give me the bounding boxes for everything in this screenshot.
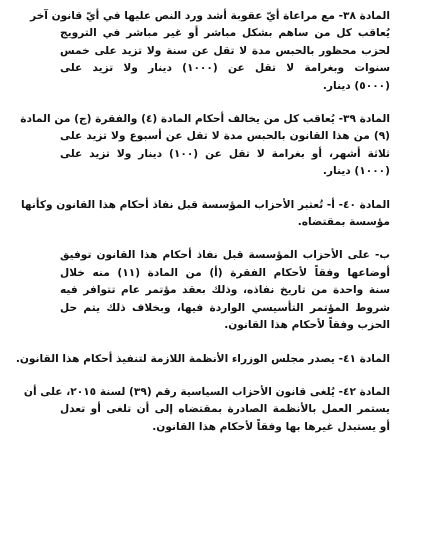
article-42-line-2: يستمر العمل بالأنظمة الصادرة بمقتضاه إلى أن تلغى أو تعدل bbox=[60, 403, 390, 416]
article-38-line-4: سنوات وبغرامة لا تقل عن (١٠٠٠) دينار ولا تزيد على bbox=[60, 62, 390, 75]
article-41-line-1: المادة ٤١- يصدر مجلس الوزراء الأنظمة اللازمة لتنفيذ أحكام هذا القانون. bbox=[15, 352, 390, 365]
article-40-b bbox=[60, 247, 390, 334]
article-41 bbox=[15, 351, 390, 368]
article-39-line-4: (١٠٠٠) دينار. bbox=[322, 165, 390, 178]
article-39-line-2: (٩) من هذا القانون بالحبس مدة لا تقل عن أسبوع ولا تزيد على bbox=[60, 130, 390, 143]
article-42-line-1: المادة ٤٢- يُلغى قانون الأحزاب السياسية رقم (٣٩) لسنة ٢٠١٥، على أن bbox=[23, 385, 390, 398]
article-40-b-line-5: الحزب وفقاً لأحكام هذا القانون. bbox=[224, 319, 390, 332]
article-40-b-line-2: أوضاعها وفقاً لأحكام الفقرة (أ) من المادة (١١) منه خلال bbox=[60, 266, 390, 279]
spacer bbox=[60, 95, 390, 111]
article-38-line-2: يُعاقب كل من ساهم بشكل مباشر أو غير مباشر في الترويج bbox=[60, 27, 390, 40]
document-page bbox=[15, 8, 390, 436]
spacer bbox=[60, 181, 390, 197]
spacer bbox=[60, 335, 390, 351]
article-39-line-1: المادة ٣٩- يُعاقب كل من يخالف أحكام المادة (٤) والفقرة (ج) من المادة bbox=[20, 113, 390, 126]
article-40-b-line-4: شروط المؤتمر التأسيسي الواردة فيها، وبخلاف ذلك يتم حل bbox=[60, 301, 390, 314]
spacer bbox=[60, 231, 390, 247]
article-40-a bbox=[20, 197, 390, 232]
article-40-a-line-1: المادة ٤٠- أ- تُعتبر الأحزاب المؤسسة قبل نفاذ أحكام هذا القانون وكأنها bbox=[20, 198, 390, 211]
article-38-line-1: المادة ٣٨- مع مراعاة أيّ عقوبة أشد ورد النص عليها في أيّ قانون آخر bbox=[30, 10, 390, 22]
article-40-a-line-2: مؤسسة بمقتضاه. bbox=[297, 216, 390, 229]
article-40-b-line-1: ب- على الأحزاب المؤسسة قبل نفاذ أحكام هذا القانون توفيق bbox=[60, 249, 390, 262]
article-40-b-line-3: سنة واحدة من تاريخ نفاذه، وذلك بعقد مؤتمر عام تتوافر فيه bbox=[60, 284, 390, 297]
spacer bbox=[60, 368, 390, 384]
article-39-line-3: ثلاثة أشهر، أو بغرامة لا تقل عن (١٠٠) دينار ولا تزيد على bbox=[60, 147, 390, 160]
article-39 bbox=[20, 111, 390, 181]
article-42-line-3: أو يستبدل غيرها بها وفقاً لأحكام هذا القانون. bbox=[152, 420, 390, 433]
article-42 bbox=[23, 384, 390, 436]
article-38 bbox=[30, 8, 390, 95]
article-38-line-3: لحزب محظور بالحبس مدة لا تقل عن سنة ولا تزيد على خمس bbox=[60, 44, 390, 57]
article-38-line-5: (٥٠٠٠) دينار. bbox=[322, 79, 390, 92]
